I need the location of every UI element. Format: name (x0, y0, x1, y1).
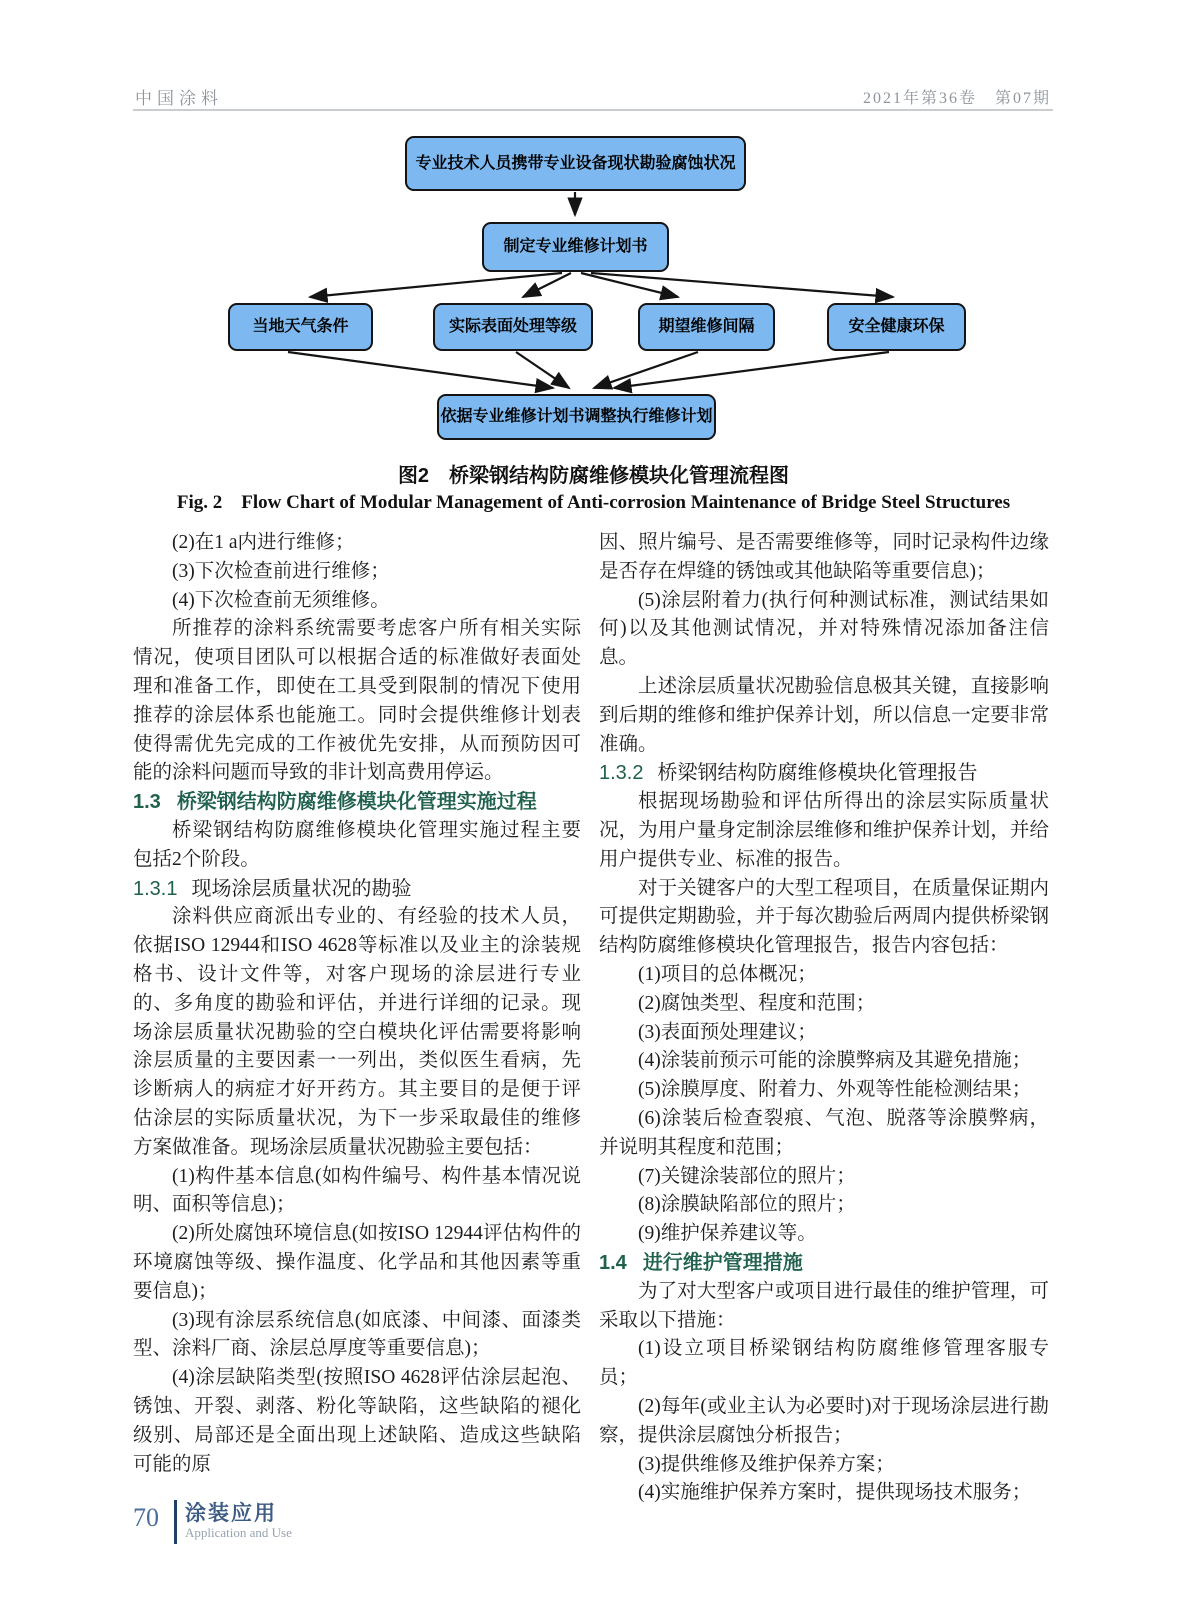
section-heading (599, 1249, 1049, 1278)
paragraph: (4)涂装前预示可能的涂膜弊病及其避免措施； (638, 1050, 1032, 1072)
section-heading (133, 788, 581, 817)
paragraph: 上述涂层质量状况勘验信息极其关键，直接影响到后期的维修和维护保养计划，所以信息一定要非常准确。 (599, 675, 1049, 755)
paragraph: (1)项目的总体概况； (638, 963, 817, 985)
paragraph: (2)所处腐蚀环境信息(如按ISO 12944评估构件的环境腐蚀等级、操作温度、化学品和其他因素等重要信息)； (133, 1223, 581, 1302)
arrow-plan-to-hse (591, 273, 893, 297)
paragraph: 因、照片编号、是否需要维修等，同时记录构件边缘是否存在焊缝的锈蚀或其他缺陷等重要信息)； (599, 532, 1049, 582)
paragraph: 桥梁钢结构防腐维修模块化管理实施过程主要包括2个阶段。 (133, 819, 581, 870)
flow-node-execute: 依据专业维修计划书调整执行维修计划 (437, 394, 716, 440)
issue-info: 2021年第36卷 第07期 (862, 90, 1051, 107)
paragraph: (7)关键涂装部位的照片； (638, 1165, 856, 1187)
subsection-heading (599, 759, 1049, 788)
flow-node-weather: 当地天气条件 (228, 303, 373, 351)
paragraph: (6)涂装后检查裂痕、气泡、脱落等涂膜弊病，并说明其程度和范围； (599, 1107, 1049, 1158)
arrow-weather-to-execute (288, 352, 553, 388)
heading-number: 1.4 (599, 1251, 627, 1274)
paragraph: (3)表面预处理建议； (638, 1021, 817, 1043)
flow-node-plan: 制定专业维修计划书 (482, 222, 669, 272)
paragraph: (4)实施维护保养方案时，提供现场技术服务； (638, 1482, 1032, 1504)
paragraph: (2)在1 a内进行维修； (172, 532, 355, 553)
paragraph: 根据现场勘验和评估所得出的涂层实际质量状况，为用户量身定制涂层维修和维护保养计划，并给用户提供专业、标准的报告。 (599, 791, 1049, 870)
arrow-interval-to-execute (594, 352, 698, 388)
subsection-heading (133, 875, 581, 904)
footer-section-zh: 涂装应用 (185, 1502, 277, 1525)
paragraph: (4)涂层缺陷类型(按照ISO 4628评估涂层起泡、锈蚀、开裂、剥落、粉化等缺陷，这些缺陷的褪化级别、局部还是全面出现上述缺陷、造成这些缺陷可能的原 (133, 1367, 581, 1475)
text-column-left (133, 529, 581, 1479)
paragraph: 涂料供应商派出专业的、有经验的技术人员，依据ISO 12944和ISO 4628等标准以及业主的涂装规格书、设计文件等，对客户现场的涂层进行专业的、多角度的勘验和评估，并进行详细的记录。现场涂层质量状况勘验的空白模块化评估需要将影响涂层质量的主要因素一一列出，类似医生看病，先诊断病人的病症才好开药方。其主要目的是便于评估涂层的实际质量状况，为下一步采取最佳的维修方案做准备。现场涂层质量状况勘验主要包括： (133, 906, 581, 1158)
paragraph: (2)腐蚀类型、程度和范围； (638, 992, 876, 1014)
paragraph: (4)下次检查前无须维修。 (172, 589, 390, 611)
journal-title: 中国涂料 (135, 89, 223, 108)
flow-node-survey: 专业技术人员携带专业设备现状勘验腐蚀状况 (405, 136, 746, 191)
paragraph: 所推荐的涂料系统需要考虑客户所有相关实际情况，使项目团队可以根据合适的标准做好表面处理和准备工作，即使在工具受到限制的情况下使用推荐的涂层体系也能施工。同时会提供维修计划表使得需优先完成的工作被优先安排，从而预防因可能的涂料问题而导致的非计划高费用停运。 (133, 618, 581, 784)
heading-number: 1.3.2 (599, 762, 644, 785)
paragraph: (1)构件基本信息(如构件编号、构件基本情况说明、面积等信息)； (133, 1165, 581, 1216)
arrow-hse-to-execute (614, 352, 889, 388)
footer-divider-bar (174, 1500, 177, 1544)
paragraph: (5)涂层附着力(执行何种测试标准，测试结果如何)以及其他测试情况，并对特殊情况添加备注信息。 (599, 589, 1049, 669)
heading-text: 桥梁钢结构防腐维修模块化管理实施过程 (176, 791, 537, 814)
paragraph: 为了对大型客户或项目进行最佳的维护管理，可采取以下措施： (599, 1280, 1049, 1331)
paragraph: (9)维护保养建议等。 (638, 1223, 817, 1245)
heading-number: 1.3.1 (133, 877, 178, 900)
paragraph: 对于关键客户的大型工程项目，在质量保证期内可提供定期勘验，并于每次勘验后两周内提供桥梁钢结构防腐维修模块化管理报告，报告内容包括： (599, 877, 1049, 957)
page-number: 70 (133, 1503, 159, 1532)
paragraph: (2)每年(或业主认为必要时)对于现场涂层进行勘察，提供涂层腐蚀分析报告； (599, 1395, 1049, 1446)
flow-node-interval: 期望维修间隔 (638, 303, 775, 351)
heading-text: 进行维护管理措施 (642, 1251, 803, 1274)
figure-caption-zh: 图2 桥梁钢结构防腐维修模块化管理流程图 (397, 465, 790, 487)
heading-text: 桥梁钢结构防腐维修模块化管理报告 (657, 762, 978, 785)
paragraph: (3)下次检查前进行维修； (172, 560, 390, 582)
paragraph: (1)设立项目桥梁钢结构防腐维修管理客服专员； (599, 1338, 1049, 1389)
flow-node-surface: 实际表面处理等级 (433, 303, 593, 351)
text-column-right (599, 529, 1049, 1508)
arrow-surface-to-execute (516, 352, 569, 388)
flow-node-hse: 安全健康环保 (827, 303, 966, 351)
figure-caption-en: Fig. 2 Flow Chart of Modular Management of Anti-corrosion Maintenance of Bridge Steel Structures (176, 492, 1011, 513)
heading-text: 现场涂层质量状况的勘验 (191, 877, 412, 900)
paragraph: (3)提供维修及维护保养方案； (638, 1453, 895, 1475)
paragraph: (5)涂膜厚度、附着力、外观等性能检测结果； (638, 1079, 1032, 1101)
paragraph: (8)涂膜缺陷部位的照片； (638, 1194, 856, 1216)
footer-section-en: Application and Use (185, 1525, 292, 1540)
heading-number: 1.3 (133, 791, 161, 814)
paragraph: (3)现有涂层系统信息(如底漆、中间漆、面漆类型、涂料厂商、涂层总厚度等重要信息)； (133, 1309, 581, 1360)
arrow-plan-to-weather (310, 273, 562, 297)
